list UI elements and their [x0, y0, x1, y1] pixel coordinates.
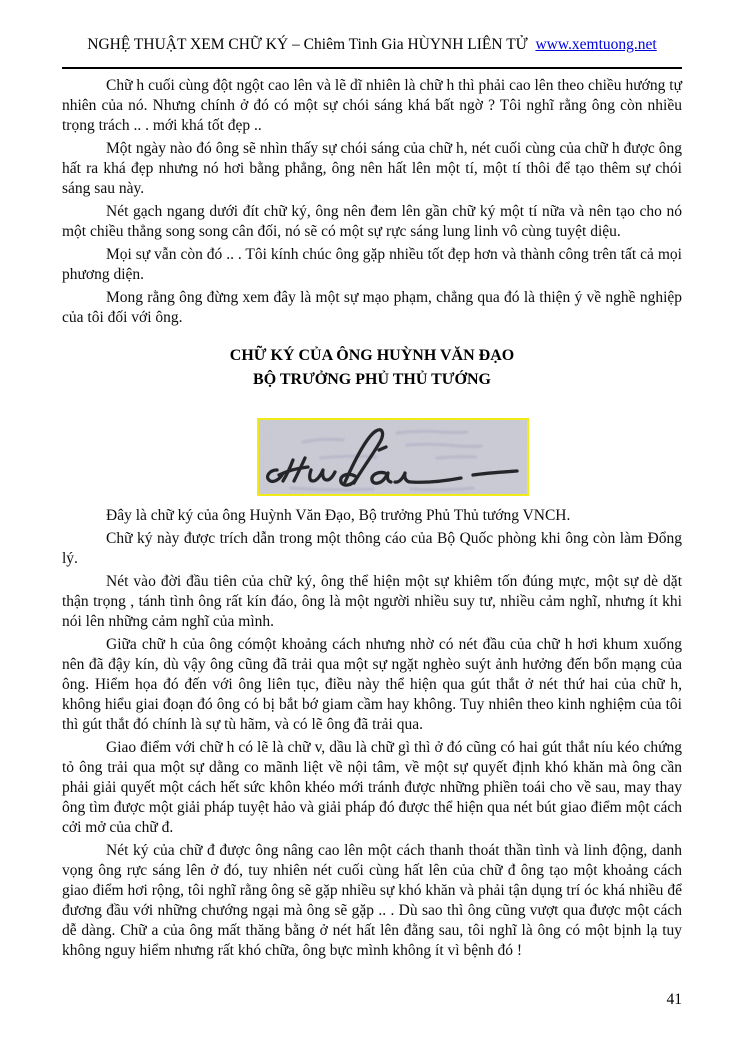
intro-paragraph: Nét gạch ngang dưới đít chữ ký, ông nên đem lên gần chữ ký một tí nữa và nên tạo cho nó một chiều thẳng song song cân đối, nó sẽ có một sự rực sáng lung linh vô cùng tuyệt diệu. — [62, 203, 682, 240]
intro-paragraph: Mọi sự vẫn còn đó .. . Tôi kính chúc ông gặp nhiều tốt đẹp hơn và thành công trên tất cả mọi phương diện. — [62, 246, 682, 283]
intro-paragraph: Mong rằng ông đừng xem đây là một sự mạo phạm, chẳng qua đó là thiện ý về nghề nghiệp của tôi đối với ông. — [62, 289, 682, 326]
section-paragraph: Giao điểm với chữ h có lẽ là chữ v, dầu là chữ gì thì ở đó cũng có hai gút thắt níu kéo chứng tỏ ông trải qua một sự dằng co mãnh liệt về nội tâm, về một sự quyết định khó khăn mà ông cần phải giải quyết một cách hết sức khôn khéo mới tránh được những phiền toái cho về sau, may thay ông tìm được một giải pháp tuyệt hảo và giải pháp đó được thể hiện qua nét bút giao điểm một cách cởi mở của chữ đ. — [62, 739, 682, 836]
document-body — [62, 76, 682, 964]
signature-grain-texture — [259, 420, 527, 494]
section-heading-line1: CHỮ KÝ CỦA ÔNG HUỲNH VĂN ĐẠO — [229, 347, 515, 364]
header-link[interactable]: www.xemtuong.net — [535, 36, 657, 53]
intro-paragraph: Chữ h cuối cùng đột ngột cao lên và lẽ dĩ nhiên là chữ h thì phải cao lên theo chiều hướng tự nhiên của nó. Nhưng chính ở đó có một sự chói sáng khá bất ngờ ? Tôi nghĩ rằng ông còn nhiều trọng trách .. . mới khá tốt đẹp .. — [62, 77, 682, 134]
header-title: NGHỆ THUẬT XEM CHỮ KÝ – Chiêm Tinh Gia HÙYNH LIÊN TỬ — [87, 36, 528, 53]
intro-paragraph: Một ngày nào đó ông sẽ nhìn thấy sự chói sáng của chữ h, nét cuối cùng của chữ h được ông hất ra khá đẹp nhưng nó hơi bằng phẳng, ông nên hất lên một tí, một tí thôi để tạo thêm sự chói sáng sau này. — [62, 140, 682, 197]
header-divider — [62, 67, 682, 69]
section-paragraph: Nét ký của chữ đ được ông nâng cao lên một cách thanh thoát thần tình và linh động, danh vọng ông rực sáng lên ở đó, tuy nhiên nét cuối cùng hất lên của chữ đ ông tạo một khoảng cách giao điểm hơi rộng, tôi nghĩ rằng ông sẽ gặp nhiều sự khó khăn và phải tận dụng trí óc khá nhiều để đương đầu với những chướng ngại mà ông sẽ gặp .. . Dù sao thì ông cũng vượt qua được một cách dễ dàng. Chữ a của ông mất thăng bằng ở nét hất lên đằng sau, tôi nghĩ là ông có một bịnh lạ tuy không nguy hiểm nhưng rất khó chữa, ông bực mình không ít vì bệnh đó ! — [62, 842, 682, 959]
section-paragraph: Giữa chữ h của ông cómột khoảng cách nhưng nhờ có nét đầu của chữ h hơi khum xuống nên đã đậy kín, dù vậy ông cũng đã trải qua một sự ngặt nghèo suýt ảnh hưởng đến bổn mạng của ông. Hiểm họa đó đến với ông liên tục, điều này thể hiện qua gút thắt ở nét thứ hai của chữ h, không hiểu giai đoạn đó ông có bị bắt bớ giam cầm hay không. Tuy nhiên theo kinh nghiệm của tôi thì gút thắt đó chính là sự tù hãm, và có lẽ ông đã trải qua. — [62, 636, 682, 733]
page-number: 41 — [666, 991, 682, 1008]
section-paragraph: Chữ ký này được trích dẫn trong một thông cáo của Bộ Quốc phòng khi ông còn làm Đổng lý. — [62, 530, 682, 567]
section-heading-line2: BỘ TRƯỞNG PHỦ THỦ TƯỚNG — [253, 371, 491, 388]
section-paragraph: Nét vào đời đầu tiên của chữ ký, ông thể hiện một sự khiêm tốn đúng mực, một sự dè dặt thận trọng , tánh tình ông rất kín đáo, ông là một người nhiều suy tư, nhiều cảm nghĩ, nhưng ít khi nói lên những cảm nghĩ của mình. — [62, 573, 682, 630]
page-header — [62, 36, 682, 54]
signature-scan-svg — [259, 420, 527, 494]
signature-image — [257, 418, 529, 496]
section-heading — [62, 344, 682, 392]
section-paragraph: Đây là chữ ký của ông Huỳnh Văn Đạo, Bộ trưởng Phủ Thủ tướng VNCH. — [106, 507, 571, 524]
